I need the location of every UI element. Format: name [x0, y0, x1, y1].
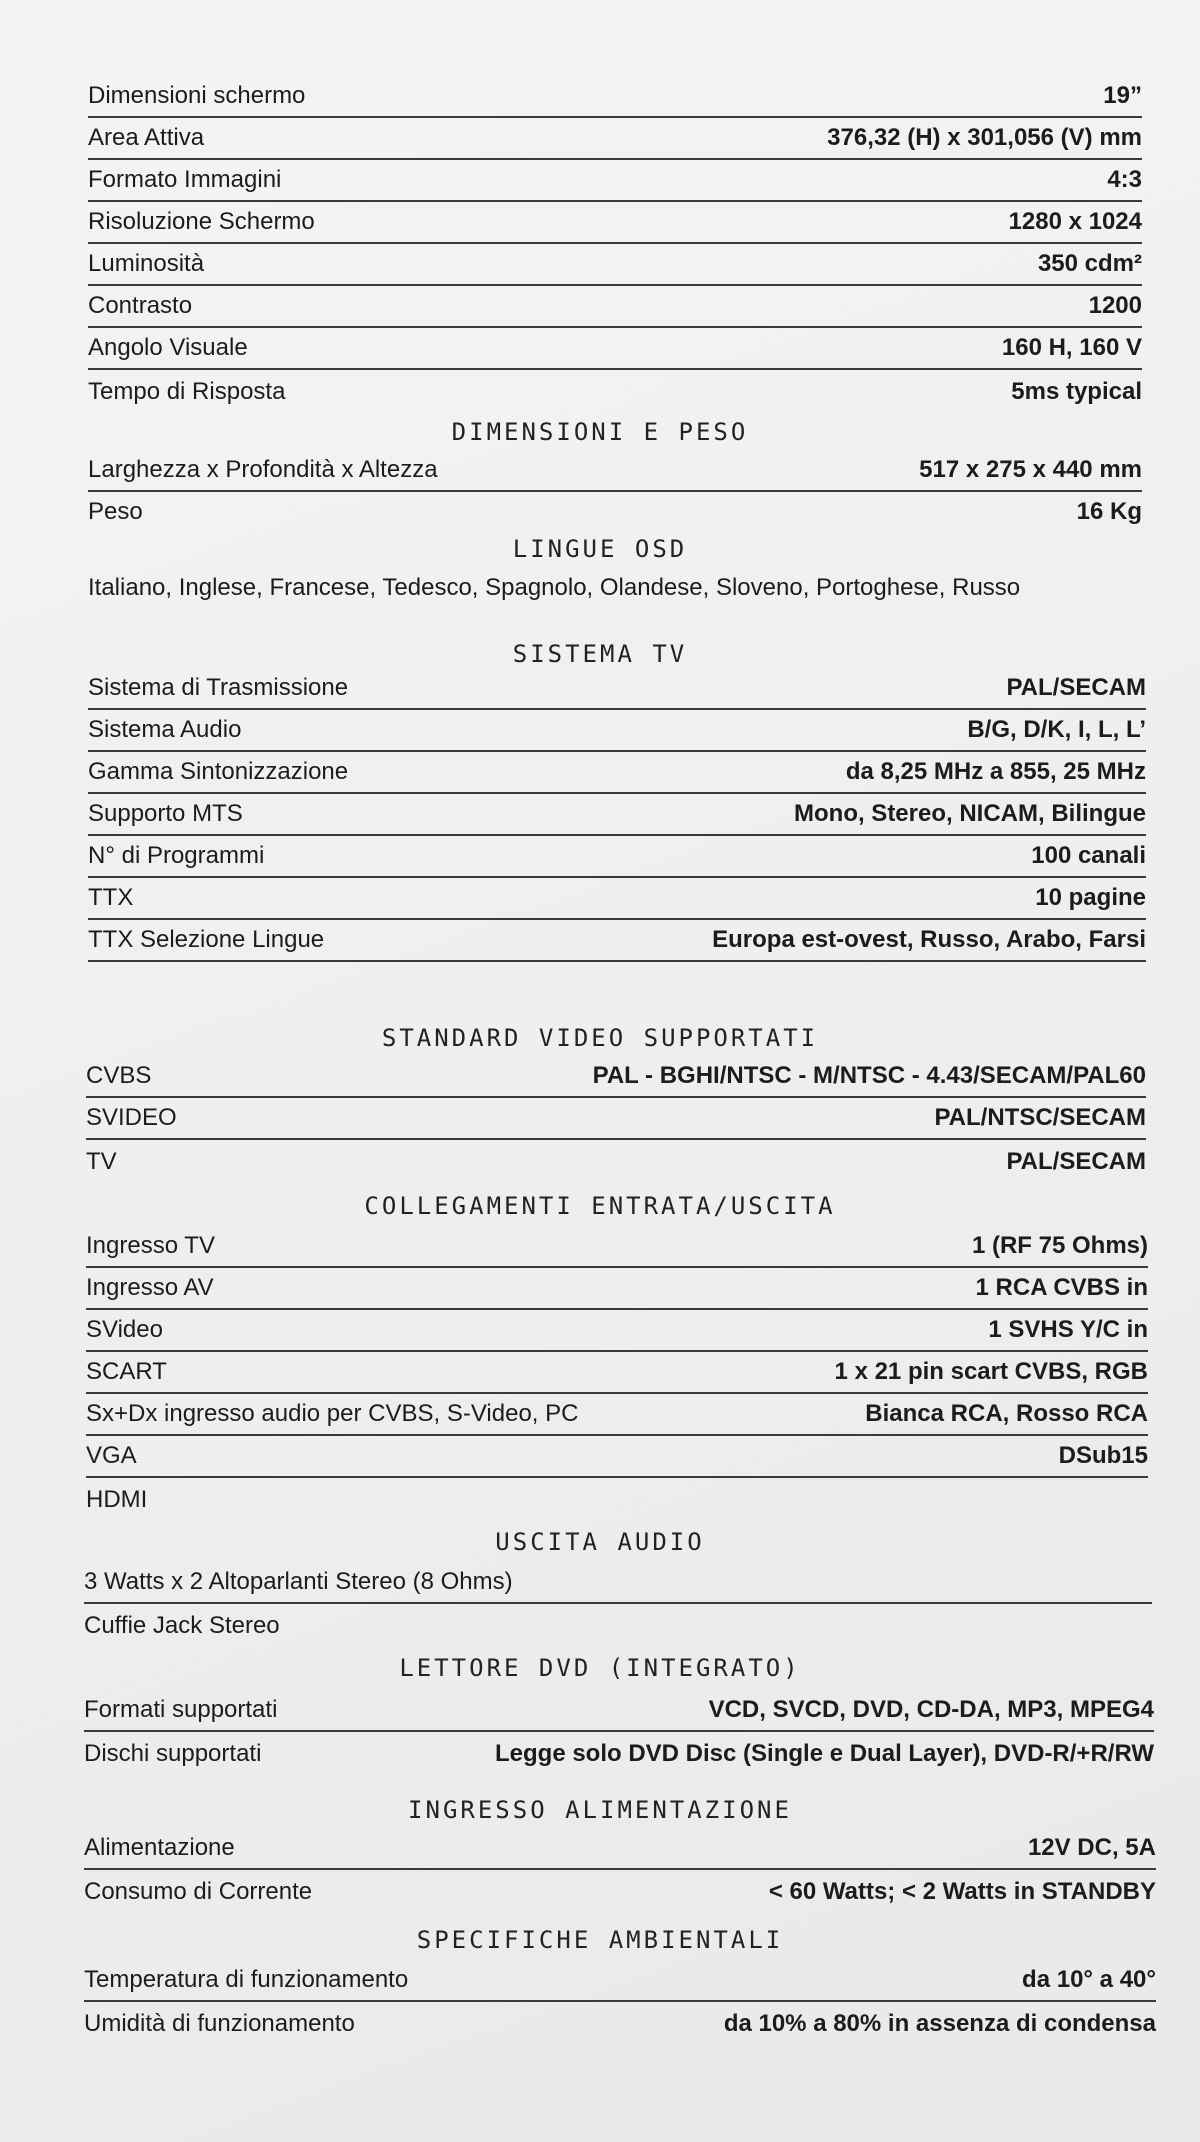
spec-label: CVBS	[86, 1062, 152, 1089]
spec-value: B/G, D/K, I, L, L’	[967, 716, 1146, 743]
spec-row	[88, 796, 1146, 836]
spec-label: Formati supportati	[84, 1696, 278, 1723]
spec-label: Sistema di Trasmissione	[88, 674, 349, 701]
spec-row	[88, 330, 1142, 370]
spec-label: Alimentazione	[84, 1834, 235, 1861]
spec-label: SVIDEO	[86, 1104, 177, 1131]
spec-label: Risoluzione Schermo	[88, 208, 315, 235]
spec-label: Larghezza x Profondità x Altezza	[88, 456, 438, 483]
spec-value: PAL - BGHI/NTSC - M/NTSC - 4.43/SECAM/PAL60	[592, 1062, 1146, 1089]
spec-value: PAL/SECAM	[1006, 674, 1146, 701]
spec-value: da 10% a 80% in assenza di condensa	[723, 2010, 1156, 2037]
spec-row	[88, 372, 1142, 412]
spec-row	[88, 162, 1142, 202]
spec-value: Europa est-ovest, Russo, Arabo, Farsi	[712, 926, 1146, 953]
spec-value: da 10° a 40°	[1022, 1966, 1156, 1993]
spec-row	[88, 246, 1142, 286]
spec-label: Supporto MTS	[88, 800, 243, 827]
spec-row	[86, 1438, 1148, 1478]
spec-row	[86, 1354, 1148, 1394]
section-heading: STANDARD VIDEO SUPPORTATI	[381, 1024, 819, 1052]
spec-row	[84, 1962, 1156, 2002]
spec-row	[88, 288, 1142, 328]
spec-row	[86, 1142, 1146, 1182]
spec-row	[86, 1100, 1146, 1140]
spec-value: Mono, Stereo, NICAM, Bilingue	[794, 800, 1146, 827]
spec-label: Ingresso AV	[86, 1274, 214, 1301]
spec-row	[84, 1830, 1156, 1870]
spec-value: 517 x 275 x 440 mm	[919, 456, 1142, 483]
spec-row	[84, 1872, 1156, 1912]
spec-label: Ingresso TV	[86, 1232, 215, 1259]
spec-row	[84, 1606, 1152, 1646]
section-heading: LINGUE OSD	[512, 535, 688, 563]
spec-value: PAL/SECAM	[1006, 1148, 1146, 1175]
spec-value: 160 H, 160 V	[1001, 334, 1142, 361]
spec-value: Bianca RCA, Rosso RCA	[865, 1400, 1148, 1427]
spec-row	[86, 1058, 1146, 1098]
spec-value: 350 cdm²	[1037, 250, 1142, 277]
spec-label: HDMI	[86, 1486, 148, 1513]
spec-row	[88, 78, 1142, 118]
spec-value: 1 x 21 pin scart CVBS, RGB	[834, 1358, 1148, 1385]
spec-row	[86, 1480, 1148, 1520]
spec-label: Area Attiva	[88, 124, 205, 151]
spec-row	[88, 452, 1142, 492]
spec-value: DSub15	[1058, 1442, 1148, 1469]
spec-label: Umidità di funzionamento	[84, 2010, 355, 2037]
spec-label: Contrasto	[88, 292, 193, 319]
section-heading: INGRESSO ALIMENTAZIONE	[408, 1796, 792, 1824]
spec-row	[88, 754, 1146, 794]
spec-label: N° di Programmi	[88, 842, 265, 869]
spec-label: SVideo	[86, 1316, 163, 1343]
section-heading: LETTORE DVD (INTEGRATO)	[399, 1654, 801, 1682]
spec-label: 3 Watts x 2 Altoparlanti Stereo (8 Ohms)	[84, 1568, 513, 1595]
spec-row	[88, 492, 1142, 532]
spec-value: da 8,25 MHz a 855, 25 MHz	[845, 758, 1146, 785]
spec-value: Legge solo DVD Disc (Single e Dual Layer), DVD-R/+R/RW	[494, 1740, 1154, 1767]
spec-row	[86, 1396, 1148, 1436]
spec-value: 1200	[1088, 292, 1142, 319]
spec-row	[84, 2004, 1156, 2044]
spec-value: 1 (RF 75 Ohms)	[971, 1232, 1148, 1259]
spec-label: VGA	[86, 1442, 137, 1469]
spec-label: SCART	[86, 1358, 167, 1385]
section-heading: DIMENSIONI E PESO	[451, 418, 749, 446]
spec-row	[88, 880, 1146, 920]
spec-label: Dischi supportati	[84, 1740, 262, 1767]
spec-row	[88, 922, 1146, 962]
spec-value: 1 RCA CVBS in	[975, 1274, 1148, 1301]
spec-value: 4:3	[1107, 166, 1142, 193]
spec-value: VCD, SVCD, DVD, CD-DA, MP3, MPEG4	[708, 1696, 1154, 1723]
spec-value: 16 Kg	[1076, 498, 1142, 525]
spec-label: Tempo di Risposta	[88, 378, 286, 405]
spec-value: 5ms typical	[1011, 378, 1142, 405]
spec-label: Angolo Visuale	[88, 334, 248, 361]
spec-value: 100 canali	[1031, 842, 1146, 869]
spec-value: PAL/NTSC/SECAM	[934, 1104, 1146, 1131]
spec-label: Consumo di Corrente	[84, 1878, 313, 1905]
spec-value: 1 SVHS Y/C in	[988, 1316, 1148, 1343]
spec-label: Dimensioni schermo	[88, 82, 306, 109]
spec-row	[84, 1564, 1152, 1604]
spec-label: Peso	[88, 498, 143, 525]
section-heading: COLLEGAMENTI ENTRATA/USCITA	[364, 1192, 836, 1220]
spec-label: Cuffie Jack Stereo	[84, 1612, 280, 1639]
spec-label: Formato Immagini	[88, 166, 282, 193]
spec-value: < 60 Watts; < 2 Watts in STANDBY	[768, 1878, 1156, 1905]
spec-label: Gamma Sintonizzazione	[88, 758, 349, 785]
spec-row	[88, 712, 1146, 752]
spec-label: Luminosità	[88, 250, 205, 277]
spec-value: 10 pagine	[1035, 884, 1146, 911]
spec-value: 1280 x 1024	[1008, 208, 1142, 235]
spec-row	[86, 1228, 1148, 1268]
spec-value: 19”	[1103, 82, 1142, 109]
spec-label: TTX Selezione Lingue	[88, 926, 325, 953]
spec-row	[88, 670, 1146, 710]
spec-row	[84, 1734, 1154, 1774]
spec-label: Temperatura di funzionamento	[84, 1966, 409, 1993]
spec-value: 376,32 (H) x 301,056 (V) mm	[827, 124, 1142, 151]
section-heading: SISTEMA TV	[512, 640, 688, 668]
spec-label: Sistema Audio	[88, 716, 242, 743]
spec-row	[88, 838, 1146, 878]
spec-row	[86, 1312, 1148, 1352]
osd-languages: Italiano, Inglese, Francese, Tedesco, Spagnolo, Olandese, Sloveno, Portoghese, Russo	[88, 574, 1021, 601]
spec-row	[88, 204, 1142, 244]
spec-row	[88, 120, 1142, 160]
section-heading: USCITA AUDIO	[495, 1528, 705, 1556]
section-heading: SPECIFICHE AMBIENTALI	[416, 1926, 784, 1954]
spec-label: TV	[86, 1148, 117, 1175]
spec-row	[86, 1270, 1148, 1310]
spec-value: 12V DC, 5A	[1027, 1834, 1156, 1861]
spec-label: TTX	[88, 884, 134, 911]
spec-label: Sx+Dx ingresso audio per CVBS, S-Video, PC	[86, 1400, 579, 1427]
spec-row	[84, 1692, 1154, 1732]
